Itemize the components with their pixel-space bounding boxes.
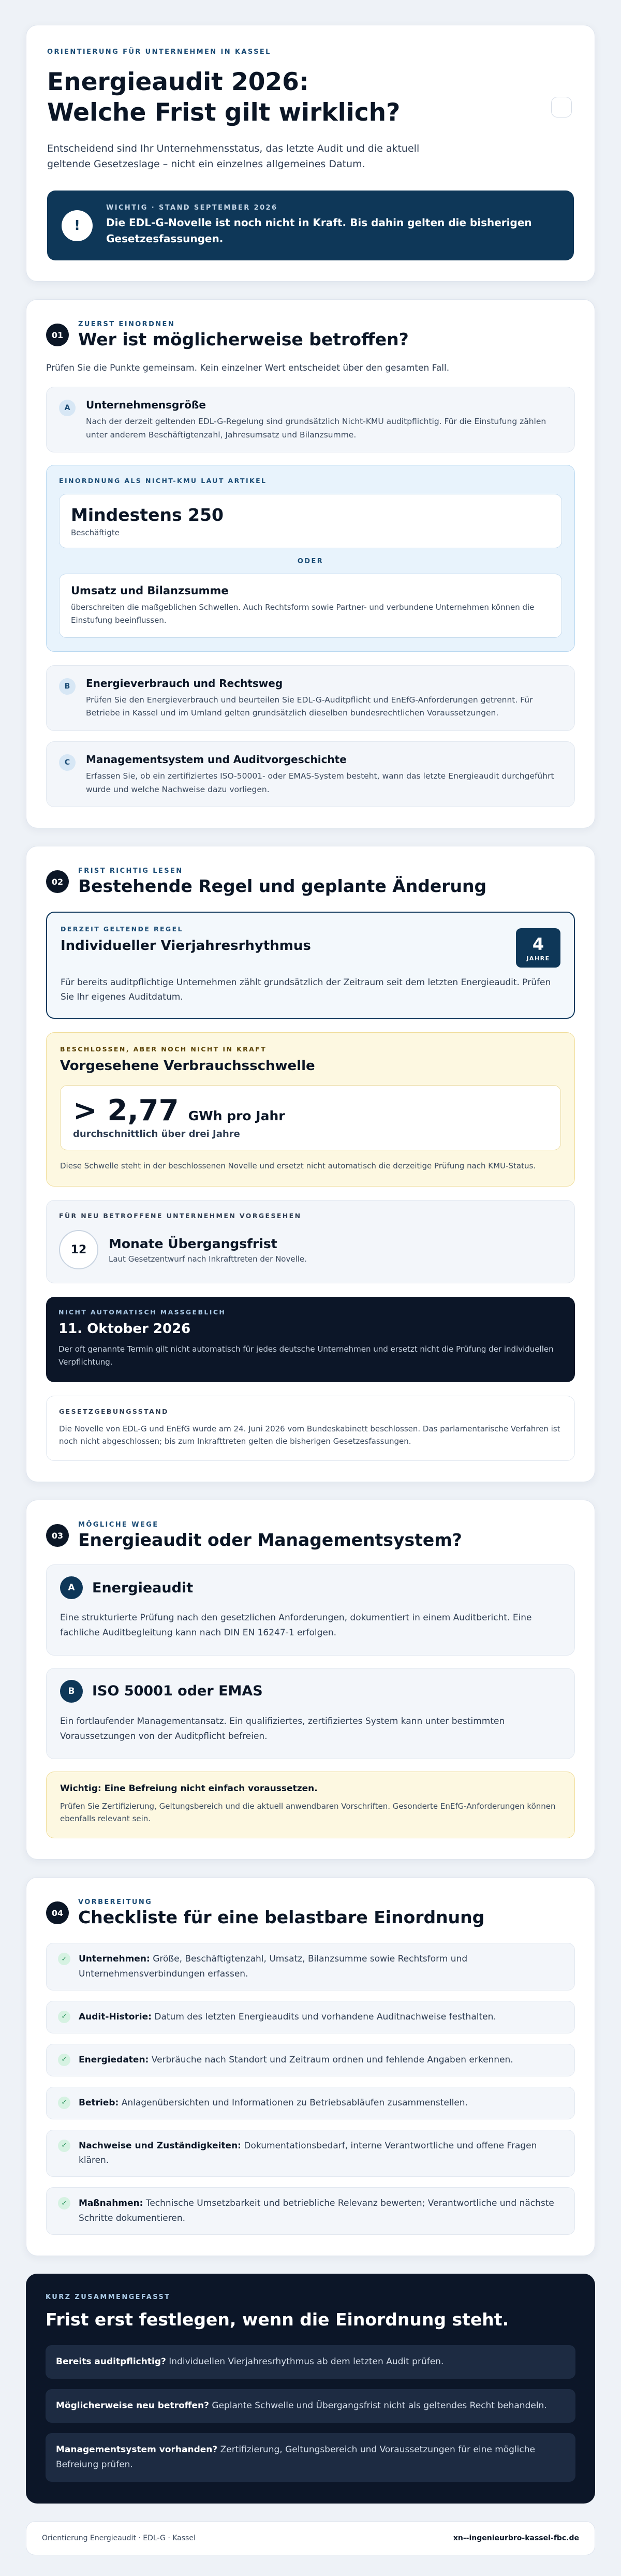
option-iso-emas xyxy=(46,1668,575,1759)
checklist-text: Anlagenübersichten und Informationen zu Betriebsabläufen zusammenstellen. xyxy=(119,2097,468,2108)
threshold-box xyxy=(46,1032,575,1187)
criterion-title: Unternehmensgröße xyxy=(86,399,206,412)
years-badge-label: JAHRE xyxy=(526,955,550,962)
criterion-management-system xyxy=(46,741,575,807)
checklist-text: Datum des letzten Energieaudits und vorhandene Auditnachweise festhalten. xyxy=(151,2011,496,2022)
criterion-title: Energieverbrauch und Rechtsweg xyxy=(86,677,283,690)
kmu-employees-box xyxy=(59,494,562,548)
section-title: Energieaudit oder Managementsystem? xyxy=(78,1530,462,1550)
summary-eyebrow: KURZ ZUSAMMENGEFASST xyxy=(46,2293,171,2302)
kmu-eyebrow: EINORDNUNG ALS NICHT-KMU LAUT ARTIKEL xyxy=(59,477,267,485)
checkmark-icon: ✓ xyxy=(58,2197,70,2209)
footer-left-text: Orientierung Energieaudit · EDL-G · Kassel xyxy=(42,2534,196,2542)
date-text: Der oft genannte Termin gilt nicht automatisch für jedes deutsche Unternehmen und ersetzt nicht die Prüfung der individuellen Verpflichtung. xyxy=(58,1344,554,1367)
transition-title: Monate Übergangsfrist xyxy=(109,1236,277,1251)
summary-item xyxy=(46,2433,575,2482)
checklist-text: Technische Umsetzbarkeit und betriebliche Relevanz bewerten; Verantwortliche und nächste Schritte dokumentieren. xyxy=(79,2198,554,2224)
summary-item xyxy=(46,2389,575,2423)
years-badge xyxy=(516,928,560,968)
checklist-item xyxy=(46,2087,575,2119)
criterion-company-size xyxy=(46,387,575,452)
criterion-text: Nach der derzeit geltenden EDL-G-Regelung sind grundsätzlich Nicht-KMU auditpflichtig. Für die Einstufung zählen unter anderem Beschäftigtenzahl, Jahresumsatz und Bilanzsumme. xyxy=(86,417,546,440)
criterion-letter: B xyxy=(59,678,76,695)
criterion-letter: C xyxy=(59,754,76,771)
hero-eyebrow: ORIENTIERUNG FÜR UNTERNEHMEN IN KASSEL xyxy=(47,48,271,56)
option-letter: A xyxy=(60,1576,83,1599)
checklist-item xyxy=(46,2001,575,2033)
section-number: 01 xyxy=(46,324,69,346)
section-title: Wer ist möglicherweise betroffen? xyxy=(78,329,409,350)
section-header xyxy=(46,320,575,349)
checklist-text: Verbräuche nach Standort und Zeitraum ordnen und fehlende Angaben erkennen. xyxy=(149,2054,513,2065)
option-text: Ein fortlaufender Managementansatz. Ein qualifiziertes, zertifiziertes System kann unter bestimmten Voraussetzungen von der Auditpflicht befreien. xyxy=(60,1716,505,1741)
rule-eyebrow: DERZEIT GELTENDE REGEL xyxy=(61,925,183,933)
checklist-label: Audit-Historie: xyxy=(79,2011,152,2022)
transition-sub: Laut Gesetzentwurf nach Inkrafttreten der Novelle. xyxy=(109,1254,307,1264)
section-title: Checkliste für eine belastbare Einordnung xyxy=(78,1907,485,1928)
checkmark-icon: ✓ xyxy=(58,2054,70,2066)
summary-item-text: Zertifizierung, Geltungsbereich und Voraussetzungen für eine mögliche Befreiung prüfen. xyxy=(56,2444,535,2470)
section-number: 02 xyxy=(46,870,69,893)
legislation-eyebrow: GESETZGEBUNGSSTAND xyxy=(59,1407,169,1415)
section-number: 03 xyxy=(46,1524,69,1547)
rule-title: Individueller Vierjahresrhythmus xyxy=(61,938,311,954)
transition-months-circle: 12 xyxy=(59,1230,98,1269)
summary-item xyxy=(46,2345,575,2379)
checklist-item xyxy=(46,2187,575,2235)
section-eyebrow: VORBEREITUNG xyxy=(78,1898,153,1907)
section-options xyxy=(26,1500,595,1860)
current-rule-box xyxy=(46,912,575,1019)
date-title: 11. Oktober 2026 xyxy=(58,1321,191,1337)
summary-card xyxy=(26,2274,595,2504)
checklist-item xyxy=(46,2130,575,2177)
transition-box xyxy=(46,1200,575,1283)
date-warning-box xyxy=(46,1297,575,1382)
criterion-energy-consumption xyxy=(46,665,575,731)
rule-text: Für bereits auditpflichtige Unternehmen zählt grundsätzlich der Zeitraum seit dem letzten Energieaudit. Prüfen Sie Ihr eigenes Auditdatum. xyxy=(61,977,551,1003)
section-number: 04 xyxy=(46,1901,69,1924)
kmu-revenue-title: Umsatz und Bilanzsumme xyxy=(71,584,229,597)
section-affected xyxy=(26,299,595,828)
footer xyxy=(26,2521,595,2555)
criterion-title: Managementsystem und Auditvorgeschichte xyxy=(86,753,347,766)
page-title xyxy=(47,67,574,128)
notice-text: Die EDL-G-Novelle ist noch nicht in Kraft. Bis dahin gelten die bisherigen Gesetzesfassungen. xyxy=(106,216,532,245)
summary-item-text: Individuellen Vierjahresrhythmus ab dem letzten Audit prüfen. xyxy=(166,2357,444,2367)
threshold-unit: GWh pro Jahr xyxy=(188,1108,285,1124)
checklist-item xyxy=(46,2044,575,2076)
kmu-employees-label: Beschäftigte xyxy=(71,528,120,538)
transition-eyebrow: FÜR NEU BETROFFENE UNTERNEHMEN VORGESEHEN xyxy=(59,1212,302,1220)
criterion-text: Prüfen Sie den Energieverbrauch und beurteilen Sie EDL-G-Auditpflicht und EnEfG-Anforderungen getrennt. Für Betriebe in Kassel und im Umland gelten grundsätzlich dieselben bundesrechtlichen Voraussetzungen. xyxy=(86,695,533,718)
or-divider: ODER xyxy=(297,558,324,566)
option-energy-audit xyxy=(46,1564,575,1656)
section-header xyxy=(46,867,575,896)
kmu-revenue-text: überschreiten die maßgeblichen Schwellen. Auch Rechtsform sowie Partner- und verbundene Unternehmen können die Einstufung beeinflussen. xyxy=(71,603,535,625)
criterion-letter: A xyxy=(59,400,76,416)
page-title-line2: Welche Frist gilt wirklich? xyxy=(47,98,401,127)
option-title: Energieaudit xyxy=(92,1579,194,1596)
footer-domain-link[interactable]: xn--ingenieurbro-kassel-fbc.de xyxy=(453,2534,579,2542)
checklist-item xyxy=(46,1943,575,1990)
checklist-label: Energiedaten: xyxy=(79,2054,149,2065)
hero-card xyxy=(26,25,595,282)
summary-item-label: Managementsystem vorhanden? xyxy=(56,2444,218,2455)
section-title: Bestehende Regel und geplante Änderung xyxy=(78,876,487,897)
threshold-eyebrow: BESCHLOSSEN, ABER NOCH NICHT IN KRAFT xyxy=(60,1045,267,1053)
threshold-title: Vorgesehene Verbrauchsschwelle xyxy=(60,1058,315,1074)
menu-toggle-button[interactable] xyxy=(551,97,572,118)
threshold-value-box xyxy=(60,1085,561,1150)
summary-title: Frist erst festlegen, wenn die Einordnung steht. xyxy=(46,2309,509,2330)
kmu-classification xyxy=(46,465,575,652)
notice-tag: WICHTIG · STAND SEPTEMBER 2026 xyxy=(106,204,278,212)
checklist-text: Dokumentationsbedarf, interne Verantwortliche und offene Fragen klären. xyxy=(79,2140,537,2166)
checklist-label: Nachweise und Zuständigkeiten: xyxy=(79,2140,241,2151)
section-checklist xyxy=(26,1877,595,2256)
checkmark-icon: ✓ xyxy=(58,2011,70,2023)
criterion-text: Erfassen Sie, ob ein zertifiziertes ISO-50001- oder EMAS-System besteht, wann das letzte Energieaudit durchgeführt wurde und welche Nachweise dazu vorliegen. xyxy=(86,771,554,794)
exclamation-icon: ! xyxy=(62,210,93,241)
section-eyebrow: ZUERST EINORDNEN xyxy=(78,320,175,329)
legislation-text: Die Novelle von EDL-G und EnEfG wurde am 24. Juni 2026 vom Bundeskabinett beschlossen. Das parlamentarische Verfahren ist noch nicht abgeschlossen; bis zum Inkrafttreten gelten die bisherigen Gesetzesfassungen. xyxy=(59,1424,560,1446)
important-notice xyxy=(47,191,574,260)
warning-text: Prüfen Sie Zertifizierung, Geltungsbereich und die aktuell anwendbaren Vorschriften. Gesonderte EnEfG-Anforderungen können ebenfalls relevant sein. xyxy=(60,1801,556,1824)
summary-item-text: Geplante Schwelle und Übergangsfrist nicht als geltendes Recht behandeln. xyxy=(209,2400,547,2411)
summary-item-label: Möglicherweise neu betroffen? xyxy=(56,2400,209,2411)
kmu-revenue-box xyxy=(59,574,562,638)
option-letter: B xyxy=(60,1680,83,1703)
section-eyebrow: MÖGLICHE WEGE xyxy=(78,1521,159,1529)
checkmark-icon: ✓ xyxy=(58,2140,70,2152)
checkmark-icon: ✓ xyxy=(58,2097,70,2109)
date-eyebrow: NICHT AUTOMATISCH MASSGEBLICH xyxy=(58,1308,226,1316)
years-badge-number: 4 xyxy=(532,934,544,954)
checklist-label: Unternehmen: xyxy=(79,1954,150,1965)
summary-item-label: Bereits auditpflichtig? xyxy=(56,2357,166,2367)
option-title: ISO 50001 oder EMAS xyxy=(92,1683,263,1700)
page-title-line1: Energieaudit 2026: xyxy=(47,68,309,96)
exemption-warning xyxy=(46,1772,575,1839)
section-eyebrow: FRIST RICHTIG LESEN xyxy=(78,867,183,875)
section-header xyxy=(46,1521,575,1550)
checklist-label: Maßnahmen: xyxy=(79,2198,143,2209)
section-header xyxy=(46,1898,575,1927)
legislation-status-box xyxy=(46,1396,575,1461)
section-intro: Prüfen Sie die Punkte gemeinsam. Kein einzelner Wert entscheidet über den gesamten Fall. xyxy=(46,363,450,374)
threshold-sub: durchschnittlich über drei Jahre xyxy=(73,1129,240,1140)
checklist-text: Größe, Beschäftigtenzahl, Umsatz, Bilanzsumme sowie Rechtsform und Unternehmensverbindungen erfassen. xyxy=(79,1954,468,1979)
threshold-value: > 2,77 xyxy=(73,1094,179,1128)
checkmark-icon: ✓ xyxy=(58,1953,70,1965)
checklist-label: Betrieb: xyxy=(79,2097,119,2108)
hero-lead: Entscheidend sind Ihr Unternehmensstatus, das letzte Audit und die aktuell geltende Gesetzeslage – nicht ein einzelnes allgemeines Datum. xyxy=(47,142,420,170)
kmu-employees-value: Mindestens 250 xyxy=(71,505,224,525)
warning-title: Wichtig: Eine Befreiung nicht einfach voraussetzen. xyxy=(60,1783,318,1794)
threshold-note: Diese Schwelle steht in der beschlossenen Novelle und ersetzt nicht automatisch die derzeitige Prüfung nach KMU-Status. xyxy=(60,1161,536,1171)
section-deadline xyxy=(26,846,595,1482)
option-text: Eine strukturierte Prüfung nach den gesetzlichen Anforderungen, dokumentiert in einem Auditbericht. Eine fachliche Auditbegleitung kann nach DIN EN 16247-1 erfolgen. xyxy=(60,1613,532,1638)
